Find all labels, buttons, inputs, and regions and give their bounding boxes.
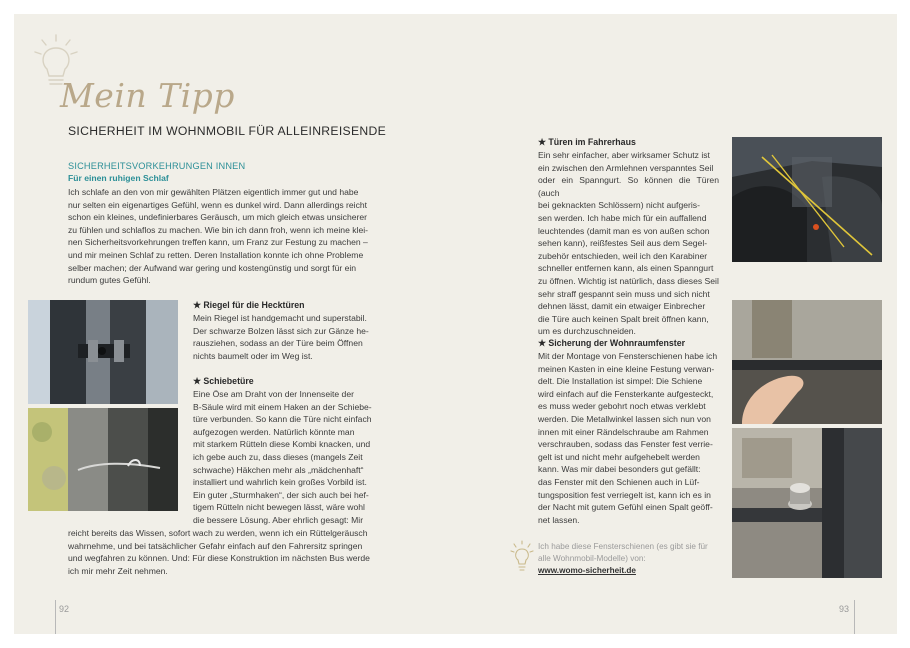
text-line: und wegfahren zu können. Und: Für diese Konstruktion im nächsten Bus werde bbox=[68, 553, 370, 564]
text-line: sehen kann), reißfestes Seil aus dem Segel- bbox=[538, 238, 708, 249]
text-line: zubehör entschieden, weil ich den Karabiner bbox=[538, 250, 708, 261]
text-line: rundum gutes Gefühl. bbox=[68, 275, 151, 286]
text-line: wird einfach auf die Fensterkante aufgesteckt, bbox=[538, 388, 714, 399]
page-number-left: 92 bbox=[59, 604, 70, 614]
photo-knurled-screw bbox=[732, 428, 882, 578]
fahrer-paragraph bbox=[538, 149, 719, 338]
text-line: Mit der Montage von Fensterschienen habe ich bbox=[538, 351, 718, 361]
text-line: selber machen; der Aufwand war gering und kostengünstig und sorgt für ein bbox=[68, 262, 357, 273]
text-line: nichts baumelt oder im Weg ist. bbox=[193, 350, 313, 361]
text-line: türe verbunden. So kann die Türe nicht einfach bbox=[193, 414, 372, 425]
text-line: schneller entfernen kann, als einen Spanngurt bbox=[538, 263, 714, 274]
text-line: es muss weder gebohrt noch etwas verklebt bbox=[538, 401, 706, 412]
text-line: Mein Riegel ist handgemacht und superstabil. bbox=[193, 313, 367, 323]
text-line: meinen Kasten in eine kleine Festung verwan- bbox=[538, 363, 715, 374]
text-line: B-Säule wird mit einem Haken an der Schiebe- bbox=[193, 401, 372, 412]
fahrer-heading: ★ Türen im Fahrerhaus bbox=[538, 137, 636, 147]
photo-cab-rope bbox=[732, 137, 882, 262]
text-line: nur selten ein eigenartiges Gefühl, wenn es dunkel wird. Dann allerdings reicht bbox=[68, 199, 368, 210]
text-line: gelt ist und nicht mehr aufgehebelt werden bbox=[538, 451, 700, 462]
fenster-paragraph bbox=[538, 350, 719, 526]
text-line: ein zwischen den Armlehnen verspanntes Seil bbox=[538, 162, 714, 173]
text-line: delt. Die Installation ist simpel: Die Schiene bbox=[538, 376, 703, 387]
text-line: um es durchzuschneiden. bbox=[538, 326, 636, 337]
text-line: kann. Was mir dabei besonders gut gefällt: bbox=[538, 464, 701, 475]
section-title: SICHERHEITSVORKEHRUNGEN INNEN bbox=[68, 161, 246, 171]
fenster-heading: ★ Sicherung der Wohnraumfenster bbox=[538, 338, 686, 348]
text-line: Ein guter „Sturmhaken“, der sich auch bei hef- bbox=[193, 489, 369, 500]
outro-paragraph bbox=[68, 527, 374, 577]
text-line: leuchtendes (damit man es von außen schon bbox=[538, 225, 710, 236]
text-line: dehnen lässt, damit ein etwaiger Einbrecher bbox=[538, 301, 706, 312]
photo-sliding-door-hook bbox=[28, 408, 178, 511]
tipp-title: Mein Tipp bbox=[60, 76, 235, 115]
text-line: wahrnehme, und bei tatsächlicher Gefahr einfach auf den Fahrersitz springen bbox=[68, 540, 363, 551]
schiebe-paragraph bbox=[193, 388, 374, 527]
text-line: rausziehen, sodass an der Türe beim Öffnen bbox=[193, 338, 363, 349]
text-line: mit starkem Rütteln diese Kombi knacken, und bbox=[193, 439, 371, 450]
text-line: und mir meinen Schlaf zu retten. Deren Installation konnte ich ohne Probleme bbox=[68, 249, 364, 260]
text-line: zu öffnen. Wichtig ist natürlich, dass dieses Seil bbox=[538, 275, 719, 286]
text-line: bei geknackten Schlössern) nicht aufgeris- bbox=[538, 200, 700, 211]
schiebe-heading: ★ Schiebetüre bbox=[193, 376, 254, 386]
text-line: Der schwarze Bolzen lässt sich zur Gänze he- bbox=[193, 325, 369, 336]
text-line: sehr straff gespannt sein muss und sich nicht bbox=[538, 288, 710, 299]
page-number-right: 93 bbox=[839, 604, 850, 614]
photo-window-rail bbox=[732, 300, 882, 424]
text-line: tigem Rütteln nicht bewegen lässt, wäre wohl bbox=[193, 502, 365, 513]
text-line: Eine Öse am Draht von der Innenseite der bbox=[193, 389, 354, 399]
text-line: ich mir mehr Zeit nehmen. bbox=[68, 565, 168, 576]
text-line: alle Wohnmobil-Modelle) von: bbox=[538, 554, 646, 563]
text-line: schwache) Häkchen mehr als „mädchenhaft“ bbox=[193, 464, 364, 475]
photo-door-latch bbox=[28, 300, 178, 404]
text-line: sen werden. Ich habe mich für ein auffallend bbox=[538, 212, 707, 223]
text-line: verschrauben, sodass das Fenster fest verrie- bbox=[538, 439, 713, 450]
text-line: schon ein kleines, undefinierbares Geräusch, um mich gleich etwas unsicherer bbox=[68, 212, 368, 223]
text-line: Ich schlafe an den von mir gewählten Plätzen eigentlich immer gut und habe bbox=[68, 187, 359, 197]
text-line: das Fenster mit den Schienen auch in Lüf- bbox=[538, 476, 700, 487]
text-line: Ein sehr einfacher, aber wirksamer Schutz ist bbox=[538, 150, 710, 160]
text-line: Ich habe diese Fensterschienen (es gibt sie für bbox=[538, 542, 708, 551]
tip-note bbox=[538, 541, 728, 565]
text-line: die Türe auch keinen Spalt breit öffnen kann, bbox=[538, 313, 709, 324]
intro-paragraph bbox=[68, 186, 374, 287]
text-line: die bessere Lösung. Aber ehrlich gesagt: Mir bbox=[193, 514, 364, 525]
text-line: der Nacht mit gutem Gefühl einen Spalt geöff- bbox=[538, 502, 713, 513]
article-subtitle: SICHERHEIT IM WOHNMOBIL FÜR ALLEINREISENDE bbox=[68, 124, 387, 138]
text-line: reicht bereits das Wissen, sofort wach zu werden, wenn ich ein Rüttelgeräusch bbox=[68, 528, 368, 538]
tip-lightbulb-icon bbox=[510, 540, 534, 572]
text-line: innen mit einer Rändelschraube am Rahmen bbox=[538, 426, 709, 437]
shop-link[interactable]: www.womo-sicherheit.de bbox=[538, 566, 636, 575]
text-line: ich gebe auch zu, dass dieses (mangels Zeit bbox=[193, 451, 363, 462]
text-line: net lassen. bbox=[538, 514, 580, 525]
text-line: aufgezogen werden. Natürlich könnte man bbox=[193, 426, 355, 437]
text-line: installiert und wahrlich kein großes Vorbild ist. bbox=[193, 477, 367, 488]
text-line: tungsposition fest verriegelt ist, kann ich es in bbox=[538, 489, 711, 500]
page-marker-line-left bbox=[55, 600, 56, 634]
text-line: werden. Die Metallwinkel lassen sich nun von bbox=[538, 413, 711, 424]
page-marker-line-right bbox=[854, 600, 855, 634]
subsection-title: Für einen ruhigen Schlaf bbox=[68, 173, 169, 183]
riegel-heading: ★ Riegel für die Hecktüren bbox=[193, 300, 305, 310]
text-line: oder ein Spanngurt. So können die Türen (auch bbox=[538, 175, 719, 198]
text-line: nen Sicherheitsvorkehrungen treffen kann, um Franz zur Festung zu machen – bbox=[68, 237, 368, 248]
riegel-paragraph bbox=[193, 312, 374, 362]
text-line: zu fühlen und schlaflos zu machen. Wie bin ich dann froh, wenn ich meine klei- bbox=[68, 224, 368, 235]
